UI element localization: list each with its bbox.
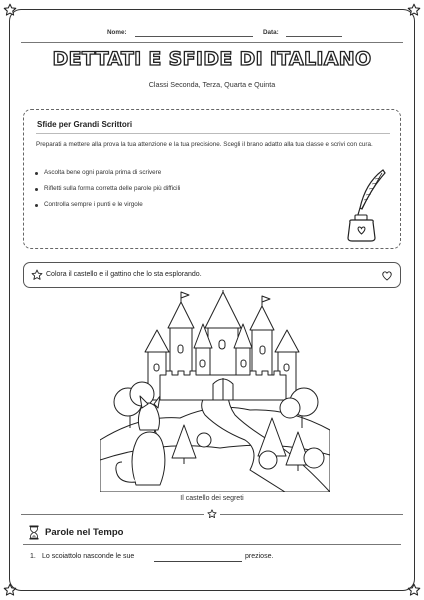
date-label: Data: [263,29,279,36]
separator-line [21,514,204,515]
hourglass-icon [29,525,39,540]
list-item: Ascolta bene ogni parola prima di scrivere [35,168,180,184]
section-divider [23,544,401,545]
info-box-title: Sfide per Grandi Scrittori [37,120,133,129]
instruction-text: Colora il castello e il gattino che lo sta esplorando. [46,271,202,278]
castle-illustration[interactable] [100,290,330,492]
date-field-line[interactable] [286,36,342,37]
name-date-row [0,26,424,40]
separator-line [220,514,403,515]
answer-blank[interactable] [154,561,242,562]
question-text-after: preziose. [245,553,274,560]
list-item: Rifletti sulla forma corretta delle parole più difficili [35,184,180,200]
question-text: Lo scoiattolo nasconde le sue [42,553,135,560]
instruction-box [23,262,401,288]
corner-star-icon [3,583,17,597]
illustration-caption: Il castello dei segreti [180,495,244,502]
corner-star-icon [3,3,17,17]
list-item: Controlla sempre i punti e le virgole [35,200,180,216]
star-icon [207,509,217,519]
quill-inkwell-icon [342,168,388,246]
page-subtitle: Classi Seconda, Terza, Quarta e Quinta [148,80,276,89]
section-title: Parole nel Tempo [45,527,124,538]
bullet-dot [35,172,38,175]
corner-star-icon [407,583,421,597]
challenge-info-box [23,109,401,249]
star-icon [31,269,43,281]
bullet-dot [35,204,38,207]
heart-icon [381,270,393,281]
page-title: DETTATI E SFIDE DI ITALIANO [52,48,372,70]
info-box-divider [36,133,390,134]
bullet-dot [35,188,38,191]
question-number: 1. [30,553,36,560]
tips-list [35,168,180,216]
name-field-line[interactable] [135,36,253,37]
header-divider [21,42,403,43]
section-separator [21,509,403,519]
info-box-text: Preparati a mettere alla prova la tua attenzione e la tua precisione. Scegli il brano adatto alla tua classe e scrivi con cura. [36,141,373,148]
corner-star-icon [407,3,421,17]
name-label: Nome: [107,29,127,36]
